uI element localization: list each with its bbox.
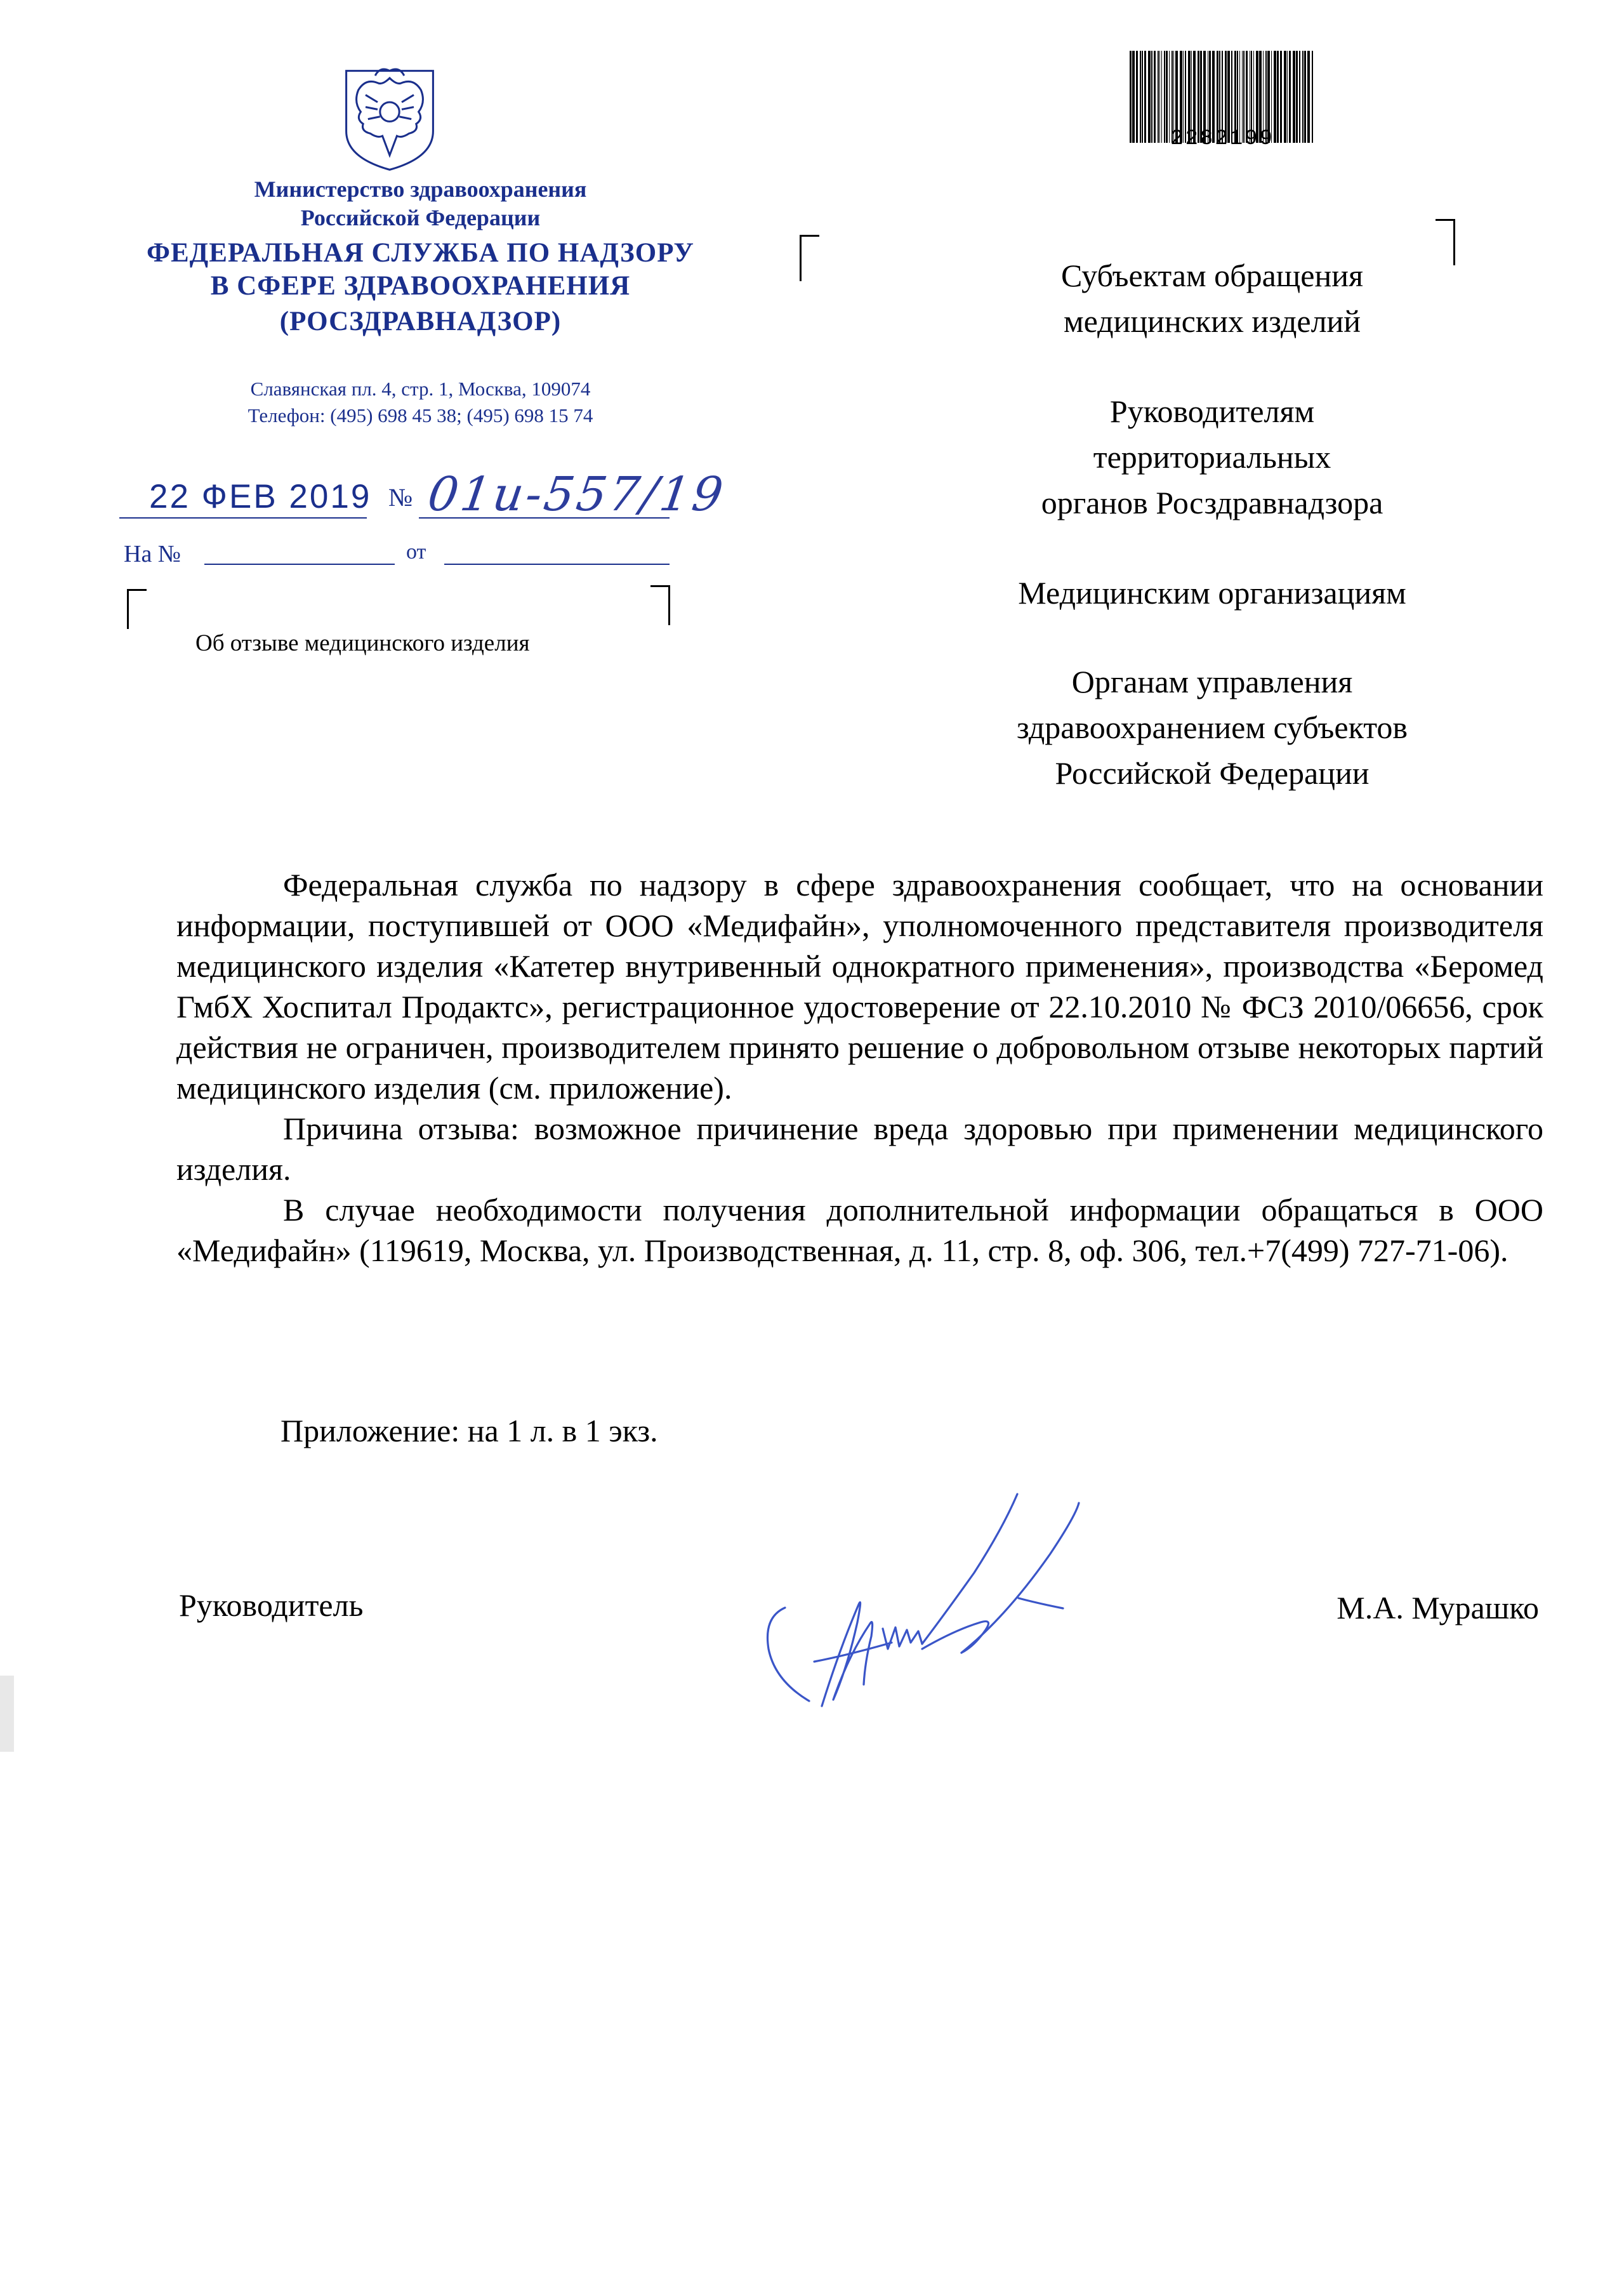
ministry-name-line1: Министерство здравоохранения [254,176,587,202]
reference-number-label: На № [124,541,182,567]
signer-title: Руководитель [179,1587,364,1623]
letterhead-phone: Телефон: (495) 698 45 38; (495) 698 15 74 [248,404,593,427]
registration-date-stamp: 22 ФЕВ 2019 [149,478,372,515]
ministry-name-line2: Российской Федерации [300,205,541,230]
reference-date-blank [444,564,670,565]
body-paragraph: Причина отзыва: возможное причинение вреда здоровью при применении медицинского изделия. [176,1111,1543,1187]
addressee-block [933,253,1491,840]
addressee-group [933,659,1491,796]
addressee-line: территориальных [1093,439,1331,475]
coat-of-arms-icon [329,54,451,175]
addressee-line: медицинских изделий [1063,303,1361,339]
date-underline [119,517,367,519]
registration-number-handwritten: 01и-557/19 [424,467,729,522]
addressee-group [933,570,1491,616]
reference-date-label: от [406,540,426,564]
letter-subject: Об отзыве медицинского изделия [195,630,530,656]
addressee-line: Субъектам обращения [1061,258,1363,293]
reference-number-blank [204,564,395,565]
service-name-line2: В СФЕРЕ ЗДРАВООХРАНЕНИЯ [210,271,631,301]
addressee-line: Руководителям [1109,394,1315,429]
addressee-line: здравоохранением субъектов [1016,710,1408,745]
addressee-corner-left [800,235,819,281]
addressee-line: Российской Федерации [1055,755,1370,791]
attachment-note: Приложение: на 1 л. в 1 экз. [281,1413,658,1448]
subject-corner-right [650,585,670,625]
letter-body [176,864,1543,1271]
addressee-line: органов Росздравнадзора [1041,485,1383,520]
body-paragraph: Федеральная служба по надзору в сфере здравоохранения сообщает, что на основании информации, поступившей от ООО «Медифайн», уполномоченного представителя производителя медицинского изделия «Катетер внутривенный однократного применения», производства «Беромед ГмбХ Хоспитал Продактс», регистрационное удостоверение от 22.10.2010 № ФСЗ 2010/06656, срок действия не ограничен, производителем принято решение о добровольном отзыве некоторых партий медицинского изделия (см. приложение). [176,867,1543,1106]
barcode-number: 2282199 [1170,127,1274,151]
addressee-group [933,388,1491,526]
number-sign-label: № [388,483,413,512]
service-name-line1: ФЕДЕРАЛЬНАЯ СЛУЖБА ПО НАДЗОРУ [147,238,694,268]
addressee-group [933,253,1491,344]
handwritten-signature-icon [752,1459,1107,1725]
scan-edge-mark [0,1676,14,1752]
body-paragraph: В случае необходимости получения дополнительной информации обращаться в ООО «Медифайн» (119619, Москва, ул. Производственная, д. 11, стр. 8, оф. 306, тел.+7(499) 727-71-06). [176,1192,1543,1268]
signer-name: М.А. Мурашко [1337,1590,1539,1625]
addressee-line: Медицинским организациям [1018,575,1406,611]
number-underline [419,517,670,519]
addressee-line: Органам управления [1071,664,1353,699]
service-name-line3: (РОСЗДРАВНАДЗОР) [279,307,562,336]
subject-corner-left [127,589,147,629]
letterhead-address: Славянская пл. 4, стр. 1, Москва, 109074 [250,378,591,400]
